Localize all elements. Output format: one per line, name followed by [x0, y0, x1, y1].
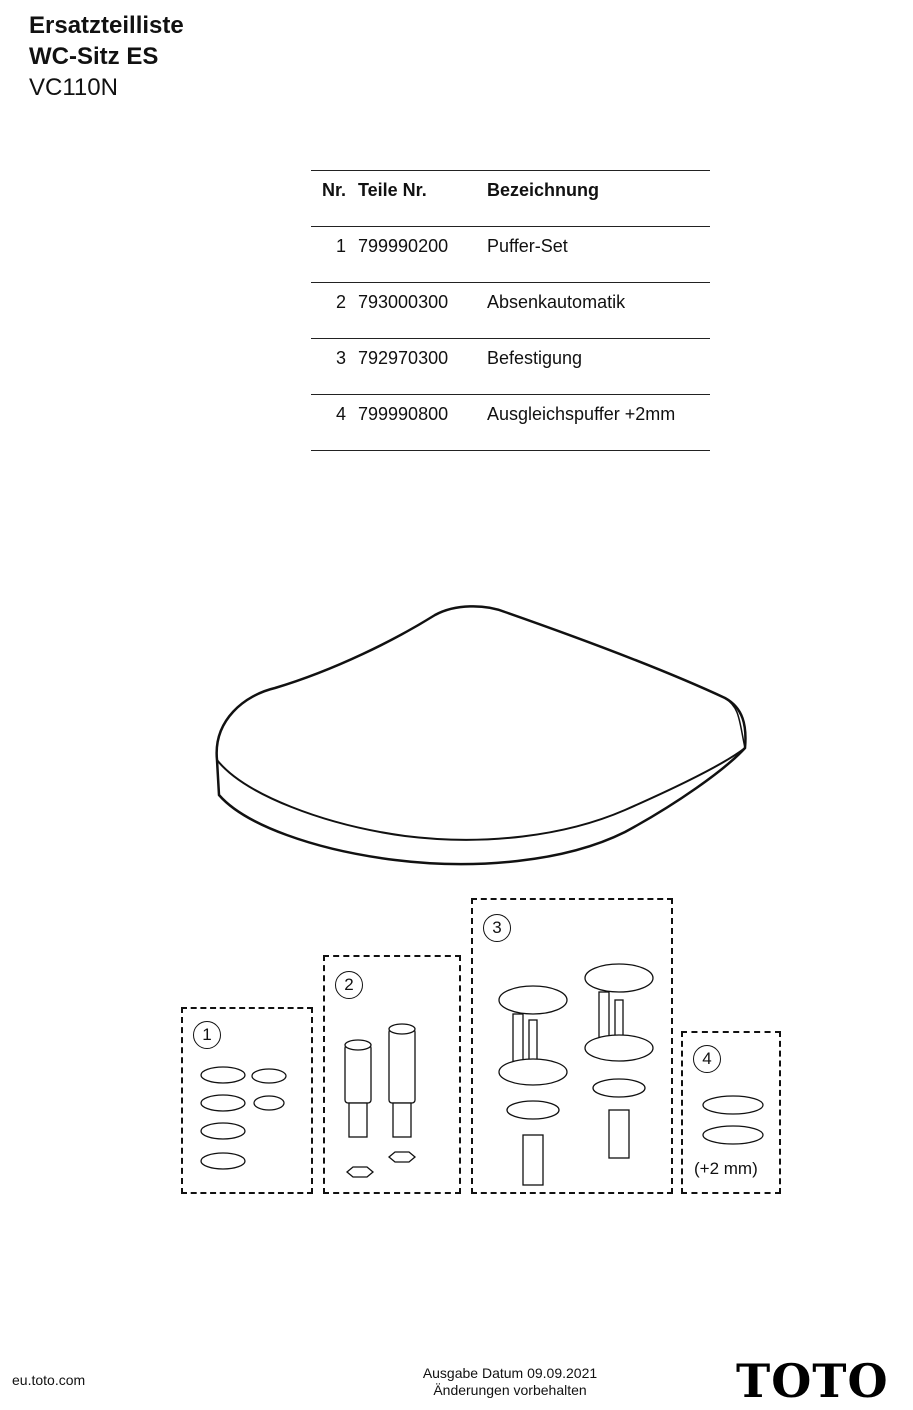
row-part-number: 793000300	[358, 283, 487, 339]
part-box-4	[681, 1031, 781, 1194]
row-part-number: 799990800	[358, 395, 487, 451]
column-header-part-number: Teile Nr.	[358, 171, 487, 227]
toto-logo: TOTO	[736, 1354, 889, 1408]
row-nr: 2	[311, 283, 358, 339]
product-name: WC-Sitz ES	[29, 43, 159, 70]
change-notice: Änderungen vorbehalten	[433, 1382, 587, 1398]
toilet-seat-illustration	[205, 600, 755, 885]
table-row	[311, 227, 710, 283]
compensation-buffer-icon	[683, 1091, 779, 1151]
parts-table	[311, 170, 710, 451]
callout-1: 1	[193, 1021, 221, 1049]
table-header-row	[311, 171, 710, 227]
row-description: Puffer-Set	[487, 227, 710, 283]
row-part-number: 799990200	[358, 227, 487, 283]
buffer-size-note: (+2 mm)	[694, 1159, 758, 1178]
table-row	[311, 395, 710, 451]
callout-2: 2	[335, 971, 363, 999]
table-row	[311, 283, 710, 339]
part-box-3	[471, 898, 673, 1194]
table-row	[311, 339, 710, 395]
buffer-set-icon	[183, 1061, 311, 1181]
model-number: VC110N	[29, 74, 118, 101]
callout-4: 4	[693, 1045, 721, 1073]
website-link[interactable]: eu.toto.com	[12, 1372, 86, 1388]
row-nr: 1	[311, 227, 358, 283]
document-title: Ersatzteilliste	[29, 12, 184, 39]
issue-date: Ausgabe Datum 09.09.2021	[422, 1365, 598, 1381]
row-nr: 4	[311, 395, 358, 451]
part-box-1	[181, 1007, 313, 1194]
fixing-set-icon	[473, 960, 671, 1190]
soft-close-mechanism-icon	[325, 1017, 459, 1187]
row-description: Ausgleichspuffer +2mm	[487, 395, 710, 451]
row-nr: 3	[311, 339, 358, 395]
callout-3: 3	[483, 914, 511, 942]
issue-info	[380, 1365, 640, 1399]
row-description: Befestigung	[487, 339, 710, 395]
column-header-nr: Nr.	[311, 171, 358, 227]
row-part-number: 792970300	[358, 339, 487, 395]
part-box-2	[323, 955, 461, 1194]
row-description: Absenkautomatik	[487, 283, 710, 339]
document-header	[29, 10, 184, 103]
column-header-description: Bezeichnung	[487, 171, 710, 227]
